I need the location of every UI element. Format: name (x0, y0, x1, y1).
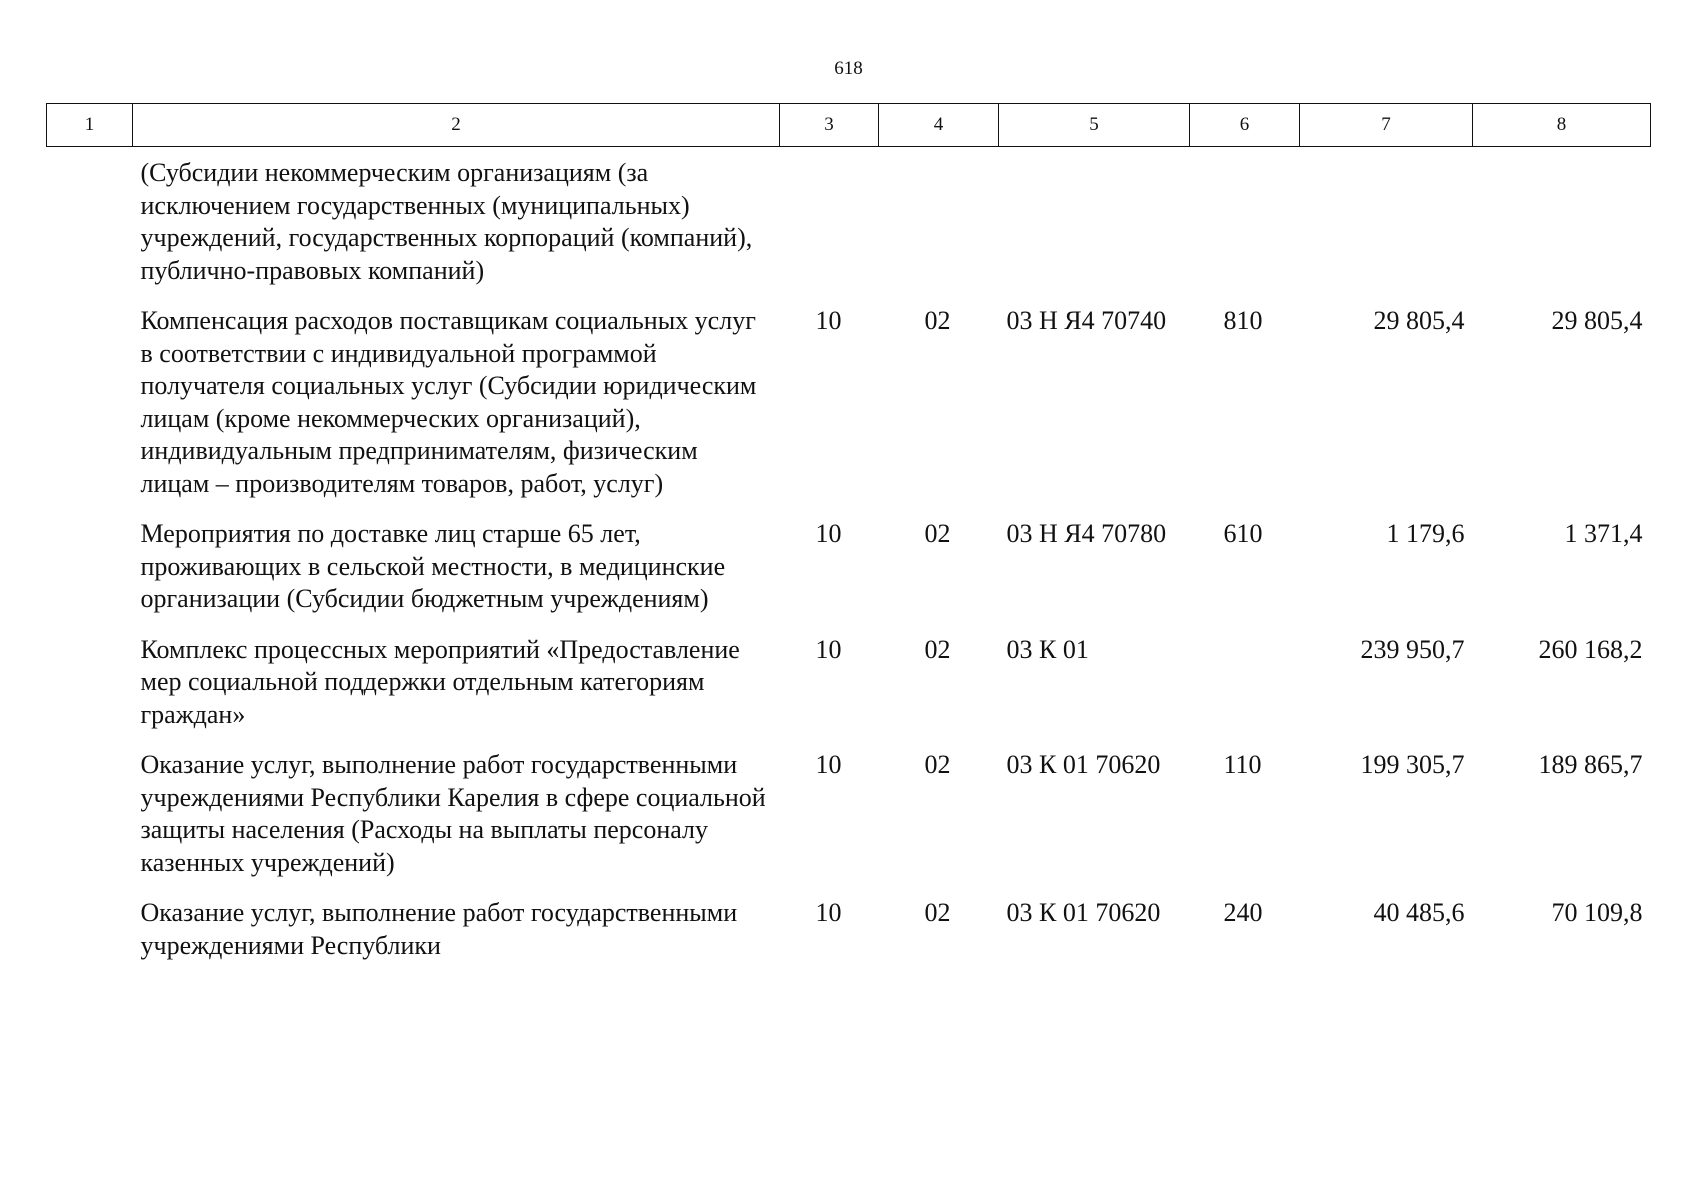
row-type: 810 (1223, 306, 1263, 335)
row-subsection: 02 (924, 519, 951, 548)
row-target: 03 К 01 (1006, 634, 1089, 664)
header-cell: 8 (1473, 104, 1651, 147)
row-name: Оказание услуг, выполнение работ государственными учреждениями Республики Карелия в сфере социальной защиты населения (Расходы на выплаты персоналу казенных учреждений) (140, 750, 766, 877)
table-row (47, 889, 1651, 972)
row-year1: 199 305,7 (1360, 750, 1465, 779)
row-subsection: 02 (924, 634, 951, 664)
row-year1: 40 485,6 (1373, 898, 1465, 927)
row-type: 610 (1223, 519, 1263, 548)
row-year2: 70 109,8 (1551, 898, 1643, 927)
row-name: Мероприятия по доставке лиц старше 65 лет, проживающих в сельской местности, в медицинские организации (Субсидии бюджетным учреждениям) (140, 519, 726, 613)
header-row (47, 104, 1651, 147)
row-target (999, 147, 1190, 298)
row-name: Комплекс процессных мероприятий «Предоставление мер социальной поддержки отдельным категориям граждан» (140, 634, 740, 729)
row-target: 03 К 01 70620 (1006, 898, 1161, 927)
row-subsection (879, 147, 999, 298)
row-year2: 189 865,7 (1538, 750, 1643, 779)
header-cell: 3 (780, 104, 879, 147)
page-number: 618 (834, 58, 863, 79)
row-section: 10 (815, 519, 842, 548)
row-target: 03 Н Я4 70780 (1006, 519, 1167, 548)
row-section: 10 (815, 306, 842, 335)
header-cell: 6 (1190, 104, 1300, 147)
row-section: 10 (815, 898, 842, 927)
row-type: 240 (1223, 898, 1263, 927)
row-year2: 1 371,4 (1564, 519, 1643, 548)
row-type (1190, 626, 1300, 742)
table-row (47, 510, 1651, 626)
row-name: Оказание услуг, выполнение работ государственными учреждениями Республики (140, 898, 738, 960)
row-name: (Субсидии некоммерческим организациям (за исключением государственных (муниципальных) учреждений, государственных корпораций (компаний), публично-правовых компаний) (140, 158, 753, 285)
table-row (47, 741, 1651, 889)
header-cell: 7 (1300, 104, 1473, 147)
table-row (47, 626, 1651, 742)
row-year1: 29 805,4 (1373, 306, 1465, 335)
row-subsection: 02 (924, 306, 951, 335)
row-subsection: 02 (924, 750, 951, 779)
row-section: 10 (815, 634, 842, 664)
row-year1: 239 950,7 (1360, 634, 1465, 664)
row-type (1190, 147, 1300, 298)
header-cell: 2 (133, 104, 780, 147)
row-year2: 29 805,4 (1551, 306, 1643, 335)
row-section (780, 147, 879, 298)
row-name: Компенсация расходов поставщикам социальных услуг в соответствии с индивидуальной программой получателя социальных услуг (Субсидии юридическим лицам (кроме некоммерческих организаций), индивидуальным предпринимателям, физическим лицам – производителям товаров, работ, услуг) (140, 306, 757, 498)
header-cell: 5 (999, 104, 1190, 147)
header-cell: 4 (879, 104, 999, 147)
row-type: 110 (1223, 750, 1262, 779)
row-subsection: 02 (924, 898, 951, 927)
table-row (47, 297, 1651, 510)
row-section: 10 (815, 750, 842, 779)
table-row (47, 147, 1651, 298)
row-year2 (1473, 147, 1651, 298)
row-year2: 260 168,2 (1538, 634, 1643, 664)
row-target: 03 К 01 70620 (1006, 750, 1161, 779)
row-year1: 1 179,6 (1386, 519, 1465, 548)
row-year1 (1300, 147, 1473, 298)
header-cell: 1 (47, 104, 133, 147)
row-target: 03 Н Я4 70740 (1006, 306, 1167, 335)
budget-table (46, 103, 1651, 972)
